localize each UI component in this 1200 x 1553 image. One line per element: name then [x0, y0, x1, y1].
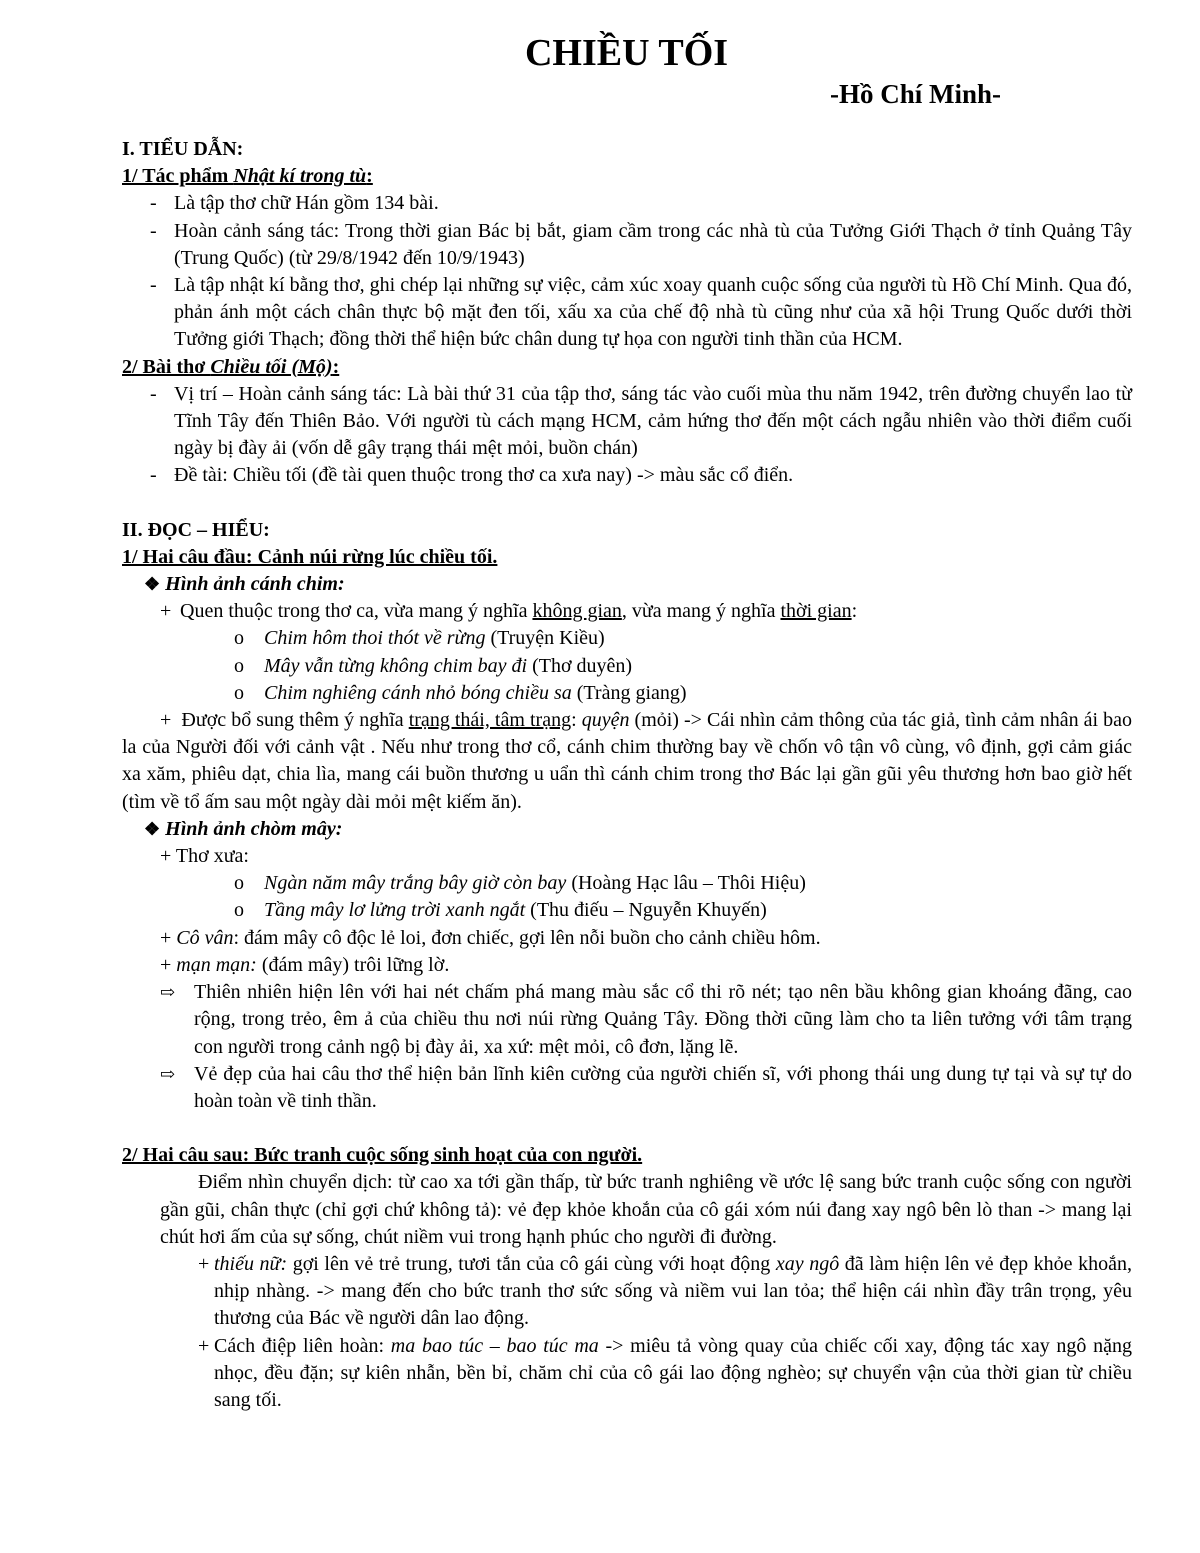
- item-text: Đề tài: Chiều tối (đề tài quen thuộc trong thơ ca xưa nay) -> màu sắc cổ điển.: [174, 464, 794, 487]
- plus-marker: +: [198, 1334, 210, 1357]
- underlined-text: trạng thái, tâm trạng: [408, 709, 572, 732]
- sub2-suffix: :: [332, 355, 340, 378]
- italic-text: ma bao túc – bao túc ma: [390, 1334, 599, 1357]
- quote-item: [122, 625, 1132, 652]
- cloud-line2: [122, 925, 1132, 952]
- quote-text: Tầng mây lơ lửng trời xanh ngắt: [264, 899, 526, 922]
- underlined-text: thời gian: [780, 600, 852, 623]
- text: (mỏi) -> Cái nhìn cảm thông của tác giả, tình cảm nhân ái bao la của Người đối với cảnh vật . Nếu như trong thơ cổ, cánh chim thường bay về chốn vô tận vô cùng, vô định, gợi cảm giác xa xăm, phiêu dạt, chia lìa, mang cái buồn thương u uẩn thì cánh chim trong thơ Bác lại gần gũi yêu thương hơn bao giờ hết (tìm về tổ ấm sau một ngày dài mỏi mệt kiếm ăn).: [122, 709, 1132, 813]
- list-item: [122, 381, 1132, 463]
- text: gợi lên vẻ trẻ trung, tươi tắn của cô gái cùng với hoạt động: [287, 1252, 776, 1275]
- section2-part2: [122, 1169, 1132, 1414]
- item-text: Hoàn cảnh sáng tác: Trong thời gian Bác bị bắt, giam cầm trong các nhà tù của Tưởng Giới Thạch ở tỉnh Quảng Tây (Trung Quốc) (từ 29/8/1942 đến 10/9/1943): [174, 219, 1132, 269]
- text: đã làm hiện lên vẻ đẹp khỏe khoắn, nhịp nhàng. -> mang đến cho bức tranh thơ sức sống và niềm vui lan tỏa; thể hiện cái nhìn đầy trân trọng, yêu thương của Bác về người dân lao động.: [214, 1252, 1133, 1330]
- sub2-prefix: 2/ Bài thơ: [122, 355, 211, 378]
- text: (đám mây) trôi lững lờ.: [256, 953, 450, 976]
- quote-text: Ngàn năm mây trắng bây giờ còn bay: [264, 872, 567, 895]
- sub1-prefix: 1/ Tác phẩm: [122, 165, 234, 188]
- text: :: [571, 709, 582, 732]
- quote-item: [122, 870, 1132, 897]
- plus-marker: +: [160, 709, 172, 732]
- arrow-item: [122, 1061, 1132, 1115]
- list-item: [122, 462, 1132, 489]
- text: -> miêu tả vòng quay của chiếc cối xay, động tác xay ngô nặng nhọc, đều đặn; sự kiên nhẫn, bền bỉ, chăm chỉ của cô gái lao động nghèo; sự chuyển vận của thời gian từ chiều sang tối.: [214, 1334, 1132, 1411]
- circle-marker: o: [234, 681, 244, 704]
- plus-marker: +: [160, 926, 172, 949]
- quote-item: [122, 653, 1132, 680]
- plus-marker: +: [198, 1252, 210, 1275]
- circle-marker: o: [234, 872, 244, 895]
- plus-item: [160, 1251, 1132, 1333]
- text: Thiên nhiên hiện lên với hai nét chấm phá mang màu sắc cổ thi rõ nét; tạo nên bầu không gian khoáng đãng, cao rộng, trong trẻo, êm ả của chiều thu nơi núi rừng Quảng Tây. Đồng thời cũng làm cho ta liên tưởng với tâm trạng con người trong cảnh ngộ bị đày ải, xa xứ: mệt mỏi, cô đơn, lặng lẽ.: [194, 981, 1132, 1058]
- quote-source: (Hoàng Hạc lâu – Thôi Hiệu): [566, 872, 806, 895]
- plus-marker: +: [160, 953, 172, 976]
- diamond-icon: ❖: [144, 574, 161, 595]
- quote-source: (Thu điếu – Nguyễn Khuyến): [525, 899, 767, 922]
- circle-marker: o: [234, 899, 244, 922]
- quote-text: Chim nghiêng cánh nhỏ bóng chiều sa: [264, 681, 572, 704]
- item-text: Vị trí – Hoàn cảnh sáng tác: Là bài thứ 31 của tập thơ, sáng tác vào cuối mùa thu năm 1942, trên đường chuyển lao từ Tĩnh Tây đến Thiên Bảo. Với người tù cách mạng HCM, cảm hứng thơ đến một cách ngẫu nhiên vào thời điểm cuối ngày bị đày ải (vốn dễ gây trạng thái mệt mỏi, buồn chán): [174, 382, 1132, 460]
- cloud-line3: [122, 952, 1132, 979]
- italic-text: quyện: [581, 709, 630, 732]
- section1-heading: I. TIỂU DẪN:: [122, 138, 244, 160]
- plus-item: [160, 1333, 1132, 1415]
- list-item: [122, 218, 1132, 272]
- quote-source: (Thơ duyên): [527, 654, 633, 677]
- italic-text: mạn mạn:: [176, 953, 257, 976]
- dash-marker: -: [150, 192, 157, 215]
- dash-marker: -: [150, 219, 157, 242]
- quote-text: Chim hôm thoi thót về rừng: [264, 627, 486, 650]
- circle-marker: o: [234, 627, 244, 650]
- page-title: CHIỀU TỐI: [524, 32, 729, 74]
- underlined-text: không gian: [532, 600, 622, 623]
- item-text: Là tập nhật kí bằng thơ, ghi chép lại những sự việc, cảm xúc xoay quanh cuộc sống của người tù Hồ Chí Minh. Qua đó, phản ánh một cách chân thực bộ mặt đen tối, xấu xa của chế độ nhà tù cũng như của xã hội Trung Quốc dưới thời Tưởng giới Thạch; đồng thời thể hiện bức chân dung tự họa con người tinh thần của HCM.: [174, 274, 1132, 351]
- quote-item: [122, 897, 1132, 924]
- section2-heading: II. ĐỌC – HIỂU:: [122, 518, 270, 541]
- text: :: [851, 600, 858, 623]
- text: Thơ xưa:: [175, 845, 249, 868]
- cloud-heading-text: Hình ảnh chòm mây:: [165, 817, 343, 840]
- sub2-italic: Chiều tối (Mộ): [210, 355, 333, 378]
- arrow-icon: ⇨: [160, 982, 176, 1003]
- dash-marker: -: [150, 382, 157, 405]
- cloud-line1: [122, 843, 1132, 870]
- bird-heading: [122, 571, 1132, 598]
- section1-sub1-heading: [122, 163, 1132, 190]
- text: : đám mây cô độc lẻ loi, đơn chiếc, gợi lên nỗi buồn cho cảnh chiều hôm.: [233, 926, 821, 949]
- arrow-icon: ⇨: [160, 1063, 176, 1084]
- text: Vẻ đẹp của hai câu thơ thể hiện bản lĩnh kiên cường của người chiến sĩ, với phong thái ung dung tự tại và sự tự do hoàn toàn về tinh thần.: [194, 1062, 1132, 1112]
- text: Được bổ sung thêm ý nghĩa: [181, 709, 409, 732]
- plus-marker: +: [160, 845, 172, 868]
- paragraph: Điểm nhìn chuyển dịch: từ cao xa tới gần thấp, từ bức tranh nghiêng về ước lệ sang bức tranh cuộc sống con người gần gũi, chân thực (chỉ gợi chứ không tả): vẻ đẹp khỏe khoắn của cô gái xóm núi đang xay ngô bên lò than -> mang lại chút hơi ấm của sự sống, chút niềm vui trong hạnh phúc cho người đi đường.: [160, 1171, 1132, 1248]
- bird-heading-text: Hình ảnh cánh chim:: [165, 573, 345, 596]
- list-item: [122, 190, 1132, 217]
- dash-marker: -: [150, 464, 157, 487]
- document-body: [122, 136, 1132, 1414]
- quote-item: [122, 680, 1132, 707]
- list-item: [122, 272, 1132, 354]
- sub1-italic: Nhật kí trong tù: [233, 165, 367, 188]
- text: Cách điệp liên hoàn:: [214, 1334, 391, 1357]
- dash-marker: -: [150, 274, 157, 297]
- italic-text: thiếu nữ:: [214, 1252, 288, 1275]
- bird-line2: [122, 707, 1132, 816]
- item-text: Là tập thơ chữ Hán gồm 134 bài.: [174, 192, 439, 215]
- plus-marker: +: [160, 600, 172, 623]
- bird-line1: [122, 598, 1132, 625]
- arrow-item: [122, 979, 1132, 1061]
- cloud-heading: [122, 816, 1132, 843]
- circle-marker: o: [234, 654, 244, 677]
- diamond-icon: ❖: [144, 818, 161, 839]
- text: Quen thuộc trong thơ ca, vừa mang ý nghĩa: [180, 600, 533, 623]
- author-name: -Hồ Chí Minh-: [830, 79, 1002, 109]
- quote-text: Mây vẫn từng không chim bay đi: [264, 654, 528, 677]
- text: , vừa mang ý nghĩa: [621, 600, 781, 623]
- section2-sub2-heading: 2/ Hai câu sau: Bức tranh cuộc sống sinh hoạt của con người.: [122, 1144, 643, 1167]
- section2-sub1-heading: 1/ Hai câu đầu: Cảnh núi rừng lúc chiều tối.: [122, 545, 498, 568]
- sub1-suffix: :: [366, 165, 373, 188]
- italic-text: xay ngô: [775, 1252, 840, 1275]
- section1-sub2-heading: [122, 354, 1132, 381]
- quote-source: (Tràng giang): [571, 681, 687, 704]
- italic-text: Cô vân: [176, 926, 234, 949]
- quote-source: (Truyện Kiều): [485, 627, 605, 650]
